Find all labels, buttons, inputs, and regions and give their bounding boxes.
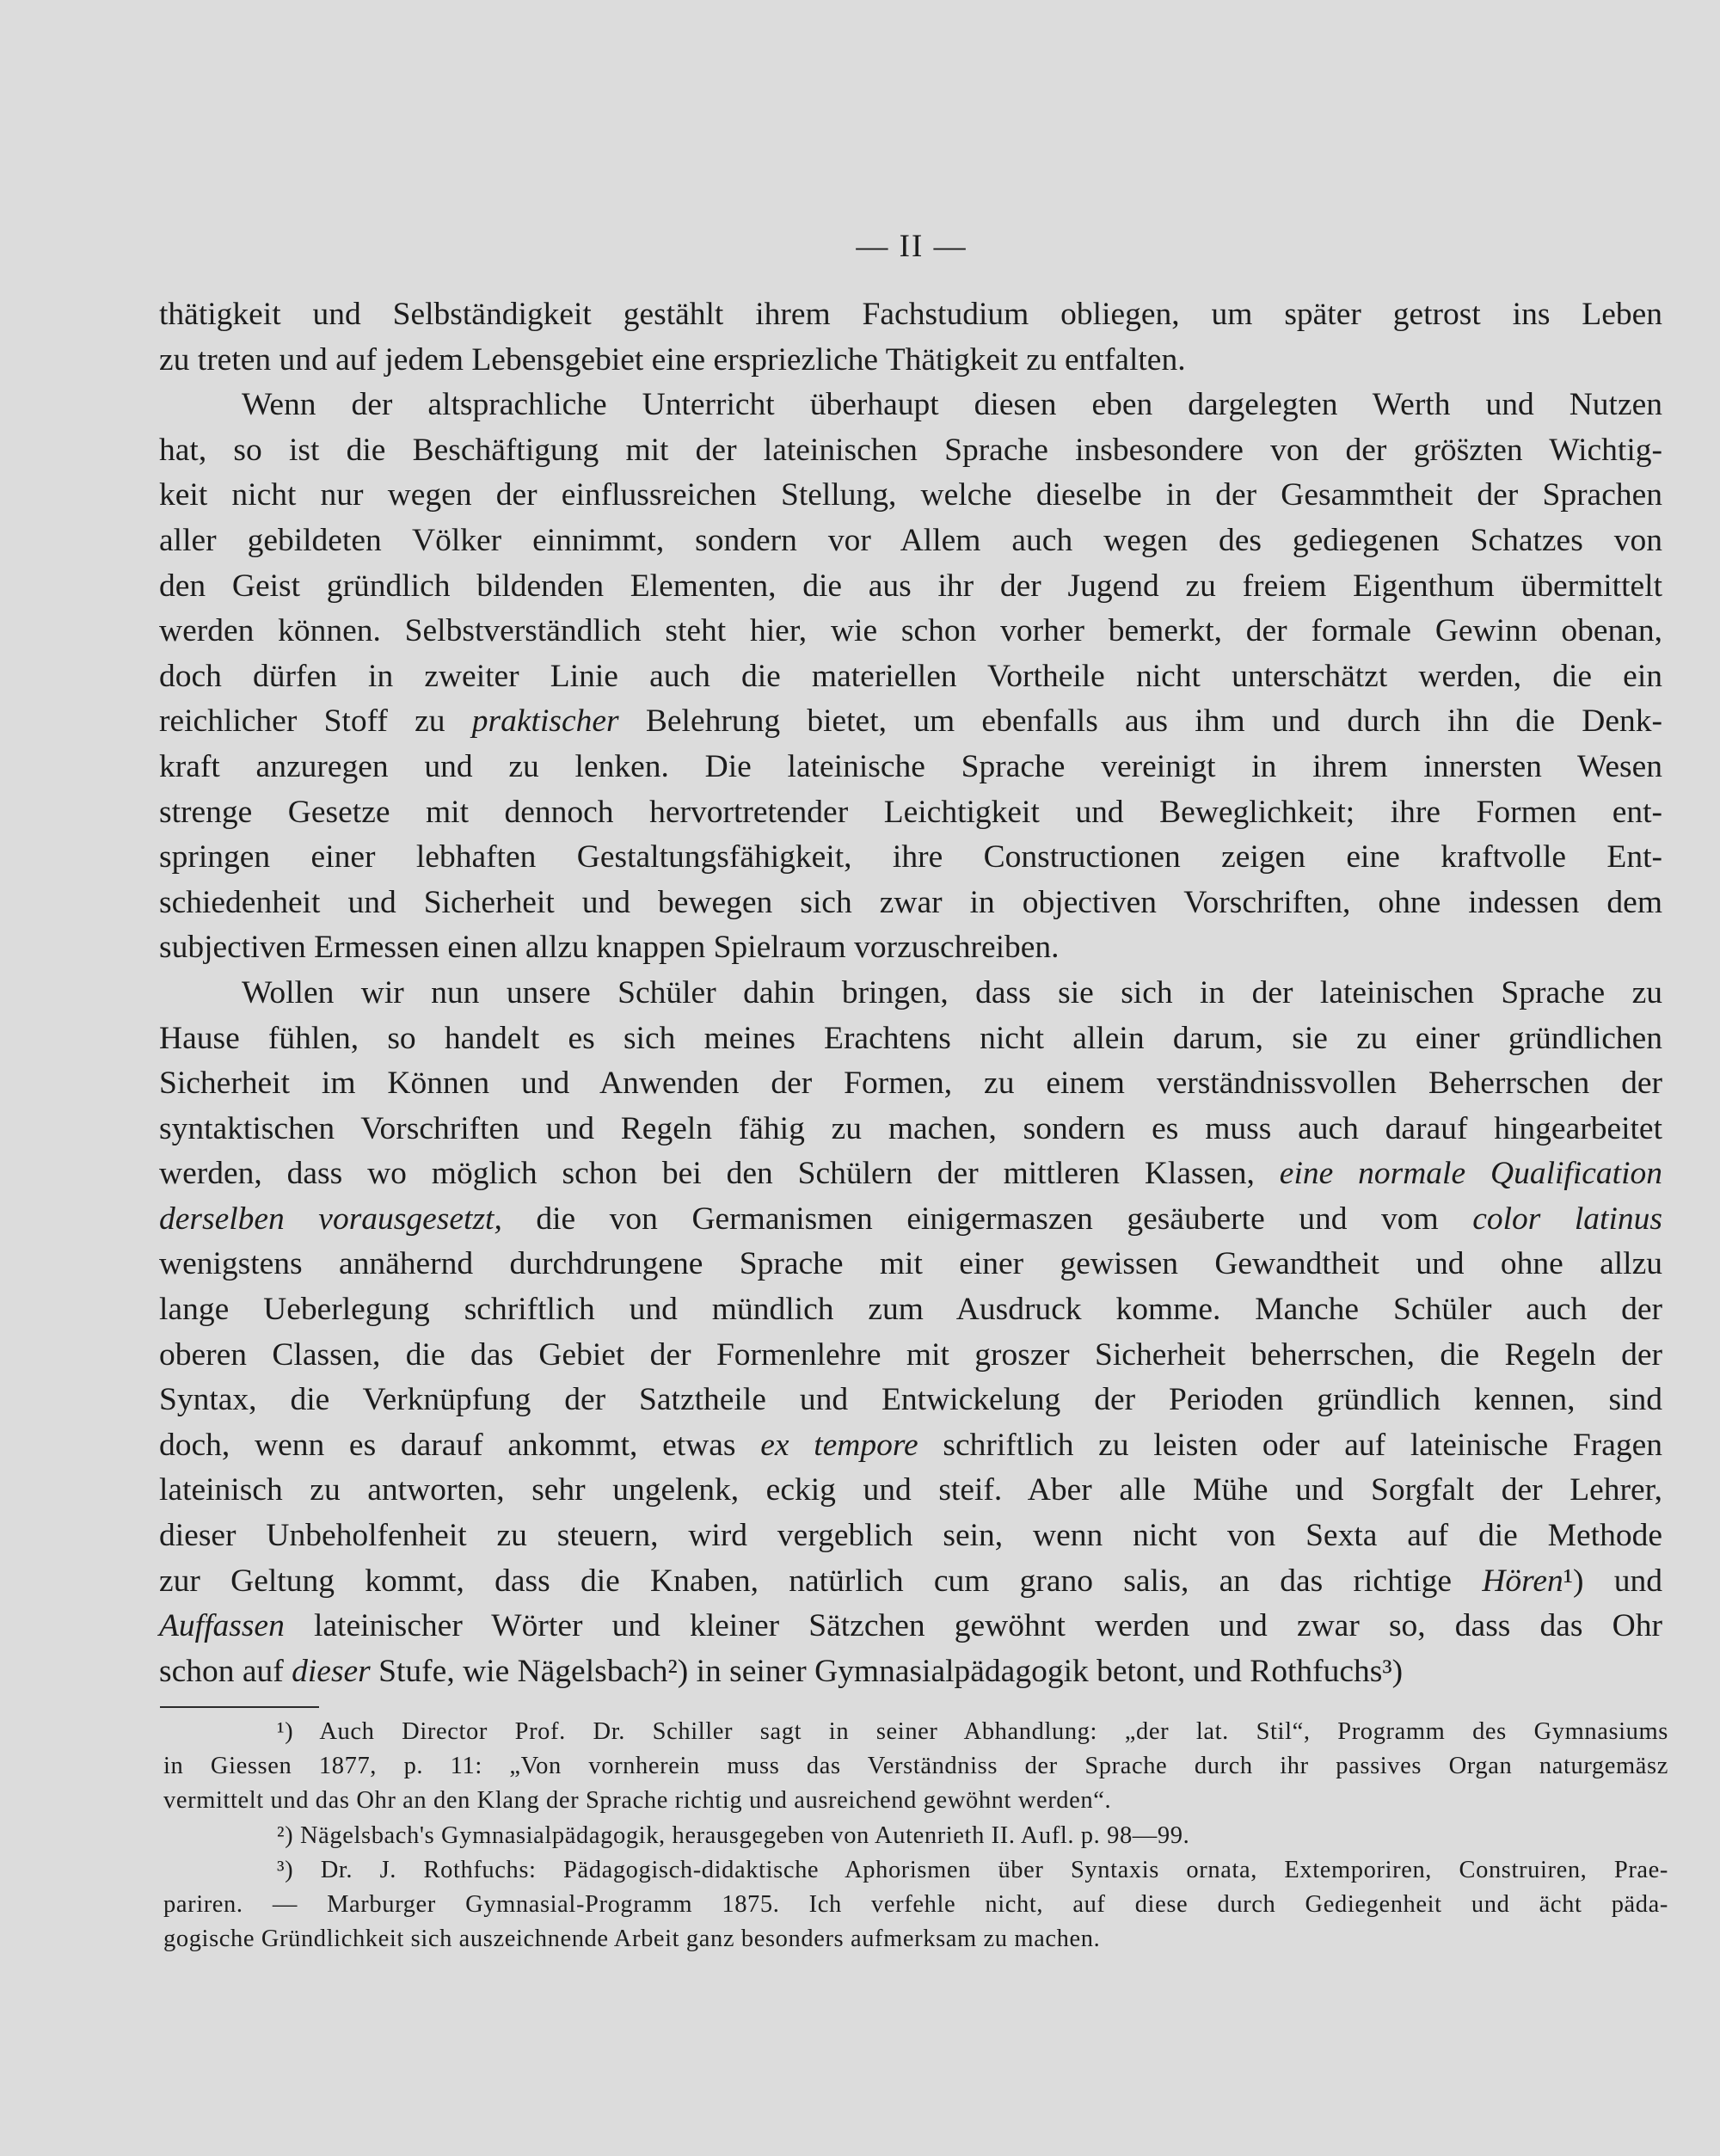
text-segment: lateinischer Wörter und kleiner Sätzchen gewöhnt werden und zwar so, dass das Ohr bbox=[284, 1608, 1662, 1644]
footnote-line bbox=[163, 1819, 1668, 1853]
text-segment: zu treten und auf jedem Lebensgebiet eine erspriezliche Thätigkeit zu entfalten. bbox=[159, 341, 1186, 378]
footnote-line bbox=[163, 1784, 1668, 1818]
text-line bbox=[159, 1649, 1662, 1695]
text-line bbox=[159, 1559, 1662, 1605]
text-line bbox=[159, 1378, 1662, 1423]
text-segment: schiedenheit und Sicherheit und bewegen sich zwar in objectiven Vorschriften, ohne indessen dem bbox=[159, 884, 1662, 920]
text-segment: subjectiven Ermessen einen allzu knappen Spielraum vorzuschreiben. bbox=[159, 930, 1060, 966]
italic-text: Hören bbox=[1482, 1563, 1563, 1599]
text-line bbox=[159, 428, 1662, 474]
text-segment: Stufe, wie Nägelsbach²) in seiner Gymnasialpädagogik betont, und Rothfuchs³) bbox=[370, 1653, 1404, 1689]
text-segment: den Geist gründlich bildenden Elementen, die aus ihr der Jugend zu freiem Eigenthum übermittelt bbox=[159, 568, 1662, 604]
footnote-line bbox=[163, 1888, 1668, 1922]
page-number: — II — bbox=[856, 229, 968, 264]
italic-text: eine normale Qualification bbox=[1279, 1156, 1662, 1192]
text-line bbox=[159, 835, 1662, 881]
text-line bbox=[159, 971, 1662, 1017]
body-text bbox=[159, 292, 1662, 1694]
italic-text: dieser bbox=[292, 1653, 371, 1689]
text-line bbox=[159, 564, 1662, 610]
text-segment: Belehrung bietet, um ebenfalls aus ihm und durch ihn die Denk- bbox=[618, 703, 1662, 740]
text-segment: oberen Classen, die das Gebiet der Formenlehre mit groszer Sicherheit beherrschen, die Regeln der bbox=[159, 1336, 1662, 1373]
text-line bbox=[159, 1017, 1662, 1062]
text-segment: schriftlich zu leisten oder auf lateinische Fragen bbox=[918, 1427, 1663, 1463]
footnote-line bbox=[163, 1749, 1668, 1784]
text-segment: ¹) Auch Director Prof. Dr. Schiller sagt in seiner Abhandlung: „der lat. Stil“, Programm des Gymnasiums bbox=[277, 1718, 1668, 1745]
text-line bbox=[159, 1468, 1662, 1514]
text-line bbox=[159, 609, 1662, 654]
text-segment: doch, wenn es darauf ankommt, etwas bbox=[159, 1427, 761, 1463]
text-segment: reichlicher Stoff zu bbox=[159, 703, 472, 740]
italic-text: ex tempore bbox=[760, 1427, 918, 1463]
text-line bbox=[159, 1107, 1662, 1152]
text-segment: ¹) und bbox=[1563, 1563, 1662, 1599]
text-segment: die von Germanismen einigermaszen gesäuberte und vom bbox=[501, 1201, 1473, 1237]
text-segment: gogische Gründlichkeit sich auszeichnende Arbeit ganz besonders aufmerksam zu machen. bbox=[163, 1926, 1101, 1953]
text-segment: Wenn der altsprachliche Unterricht überhaupt diesen eben dargelegten Werth und Nutzen bbox=[242, 387, 1662, 423]
text-segment: Syntax, die Verknüpfung der Satztheile und Entwickelung der Perioden gründlich kennen, sind bbox=[159, 1382, 1662, 1418]
text-line bbox=[159, 1514, 1662, 1559]
footnote-line bbox=[163, 1922, 1668, 1956]
text-segment: schon auf bbox=[159, 1653, 292, 1689]
text-segment: vermittelt und das Ohr an den Klang der Sprache richtig und ausreichend gewöhnt werden“. bbox=[163, 1787, 1112, 1815]
text-segment: springen einer lebhaften Gestaltungsfähigkeit, ihre Constructionen zeigen eine kraftvolle Ent- bbox=[159, 839, 1662, 875]
text-line bbox=[159, 1242, 1662, 1287]
footnotes bbox=[163, 1715, 1668, 1956]
italic-text: derselben vorausgesetzt, bbox=[159, 1201, 502, 1237]
text-line bbox=[159, 1197, 1662, 1243]
text-segment: keit nicht nur wegen der einflussreichen Stellung, welche dieselbe in der Gesammtheit der Sprachen bbox=[159, 477, 1662, 513]
text-line bbox=[159, 790, 1662, 836]
text-line bbox=[159, 383, 1662, 428]
text-line bbox=[159, 519, 1662, 564]
text-line bbox=[159, 745, 1662, 790]
text-line bbox=[159, 1152, 1662, 1197]
footnote-rule bbox=[160, 1706, 319, 1708]
text-line bbox=[159, 925, 1662, 971]
text-segment: lateinisch zu antworten, sehr ungelenk, eckig und steif. Aber alle Mühe und Sorgfalt der Lehrer, bbox=[159, 1472, 1662, 1508]
italic-text: praktischer bbox=[471, 703, 619, 740]
text-line bbox=[159, 1423, 1662, 1469]
italic-text: Auffassen bbox=[159, 1608, 285, 1644]
text-line bbox=[159, 473, 1662, 519]
text-segment: doch dürfen in zweiter Linie auch die materiellen Vortheile nicht unterschätzt werden, die ein bbox=[159, 658, 1662, 694]
text-segment: werden, dass wo möglich schon bei den Schülern der mittleren Klassen, bbox=[159, 1156, 1280, 1192]
text-segment: aller gebildeten Völker einnimmt, sondern vor Allem auch wegen des gediegenen Schatzes von bbox=[159, 522, 1662, 558]
text-segment: hat, so ist die Beschäftigung mit der lateinischen Sprache insbesondere von der grös̈zten Wichtig- bbox=[159, 432, 1662, 468]
text-segment: pariren. — Marburger Gymnasial-Programm 1875. Ich verfehle nicht, auf diese durch Gediegenheit und ächt päda- bbox=[163, 1891, 1668, 1919]
footnote-line bbox=[163, 1853, 1668, 1888]
text-segment: Wollen wir nun unsere Schüler dahin bringen, dass sie sich in der lateinischen Sprache zu bbox=[242, 974, 1662, 1010]
text-segment: dieser Unbeholfenheit zu steuern, wird vergeblich sein, wenn nicht von Sexta auf die Methode bbox=[159, 1518, 1662, 1554]
italic-text: color latinus bbox=[1472, 1201, 1662, 1237]
text-line bbox=[159, 338, 1662, 384]
text-segment: ³) Dr. J. Rothfuchs: Pädagogisch-didaktische Aphorismen über Syntaxis ornata, Extemporiren, Construiren, Prae- bbox=[277, 1856, 1668, 1883]
footnote-line bbox=[163, 1715, 1668, 1749]
text-line bbox=[159, 1287, 1662, 1333]
text-segment: zur Geltung kommt, dass die Knaben, natürlich cum grano salis, an das richtige bbox=[159, 1563, 1483, 1599]
text-segment: in Giessen 1877, p. 11: „Von vornherein muss das Verständniss der Sprache durch ihr passives Organ naturgemäsz bbox=[163, 1753, 1668, 1780]
text-line bbox=[159, 881, 1662, 926]
text-segment: ²) Nägelsbach's Gymnasialpädagogik, herausgegeben von Autenrieth II. Aufl. p. 98—99. bbox=[277, 1821, 1190, 1849]
text-segment: lange Ueberlegung schriftlich und mündlich zum Ausdruck komme. Manche Schüler auch der bbox=[159, 1292, 1662, 1328]
text-line bbox=[159, 1061, 1662, 1107]
text-segment: kraft anzuregen und zu lenken. Die lateinische Sprache vereinigt in ihrem innersten Wesen bbox=[159, 748, 1662, 784]
text-segment: thätigkeit und Selbständigkeit gestählt ihrem Fachstudium obliegen, um später getrost ins Leben bbox=[159, 297, 1662, 332]
text-line bbox=[159, 699, 1662, 745]
text-line bbox=[159, 1333, 1662, 1379]
text-segment: syntaktischen Vorschriften und Regeln fähig zu machen, sondern es muss auch darauf hingearbeitet bbox=[159, 1110, 1662, 1146]
text-line bbox=[159, 1604, 1662, 1649]
text-line bbox=[159, 292, 1662, 338]
text-segment: Sicherheit im Können und Anwenden der Formen, zu einem verständnissvollen Beherrschen der bbox=[159, 1066, 1662, 1102]
text-line bbox=[159, 654, 1662, 700]
text-segment: wenigstens annähernd durchdrungene Sprache mit einer gewissen Gewandtheit und ohne allzu bbox=[159, 1246, 1662, 1282]
text-segment: strenge Gesetze mit dennoch hervortretender Leichtigkeit und Beweglichkeit; ihre Formen ent- bbox=[159, 794, 1662, 830]
text-segment: Hause fühlen, so handelt es sich meines Erachtens nicht allein darum, sie zu einer gründlichen bbox=[159, 1020, 1662, 1056]
text-segment: werden können. Selbstverständlich steht hier, wie schon vorher bemerkt, der formale Gewinn obenan, bbox=[159, 613, 1662, 649]
